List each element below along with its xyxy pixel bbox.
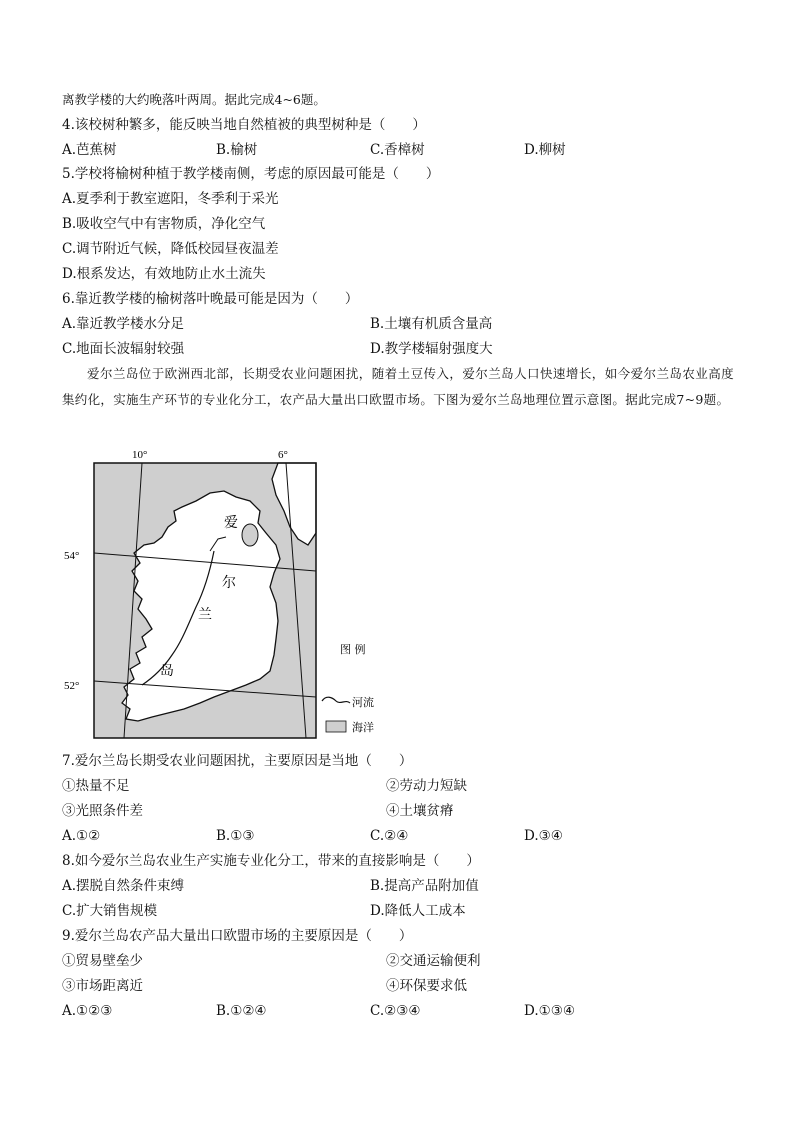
- q8-option-c: C.扩大销售规模: [62, 903, 158, 919]
- q9-item-3: ③市场距离近: [62, 978, 143, 994]
- q7-option-b: B.①③: [216, 828, 255, 844]
- lat-label-52: 52°: [64, 680, 80, 692]
- q7-stem: 7.爱尔兰岛长期受农业问题困扰，主要原因是当地（ ）: [62, 753, 413, 769]
- legend-river-label: 河流: [352, 696, 374, 709]
- q7-option-a: A.①②: [62, 828, 101, 844]
- q9-option-b: B.①②④: [216, 1003, 267, 1019]
- q8-option-d: D.降低人工成本: [370, 903, 466, 919]
- q9-item-2: ②交通运输便利: [386, 953, 481, 969]
- q6-option-b: B.土壤有机质含量高: [370, 316, 493, 332]
- q6-option-d: D.教学楼辐射强度大: [370, 341, 493, 357]
- q4-option-c: C.香樟树: [370, 142, 425, 158]
- q7-item-2: ②劳动力短缺: [386, 778, 467, 794]
- q7-item-3: ③光照条件差: [62, 803, 143, 819]
- q9-option-a: A.①②③: [62, 1003, 113, 1019]
- lon-label-10: 10°: [132, 449, 148, 461]
- legend-sea-label: 海洋: [352, 721, 374, 734]
- q9-item-1: ①贸易壁垒少: [62, 953, 143, 969]
- q5-option-d: D.根系发达，有效地防止水土流失: [62, 266, 266, 282]
- q8-stem: 8.如今爱尔兰岛农业生产实施专业化分工，带来的直接影响是（ ）: [62, 853, 480, 869]
- q9-item-4: ④环保要求低: [386, 978, 467, 994]
- lon-label-6: 6°: [278, 449, 288, 461]
- lat-label-54: 54°: [64, 550, 80, 562]
- q9-stem: 9.爱尔兰岛农产品大量出口欧盟市场的主要原因是（ ）: [62, 928, 413, 944]
- map-svg: [64, 441, 390, 744]
- island-char-2: 尔: [222, 575, 236, 591]
- q8-option-b: B.提高产品附加值: [370, 878, 479, 894]
- legend-sea-swatch: [326, 721, 346, 732]
- q7-option-c: C.②④: [370, 828, 409, 844]
- q4-stem: 4.该校树种繁多，能反映当地自然植被的典型树种是（ ）: [62, 117, 426, 133]
- q7-item-1: ①热量不足: [62, 778, 130, 794]
- lough-neagh: [242, 524, 258, 546]
- q5-option-a: A.夏季利于教室遮阳，冬季利于采光: [62, 191, 279, 207]
- q9-option-c: C.②③④: [370, 1003, 421, 1019]
- q4-option-d: D.柳树: [524, 142, 566, 158]
- passage: 爱尔兰岛位于欧洲西北部，长期受农业问题困扰，随着土豆传入，爱尔兰岛人口快速增长，如今爱尔兰岛农业高度集约化，实施生产环节的专业化分工，农产品大量出口欧盟市场。下图为爱尔兰岛地理位置示意图。据此完成7~9题。: [62, 366, 734, 407]
- q6-option-c: C.地面长波辐射较强: [62, 341, 185, 357]
- q4-option-b: B.榆树: [216, 142, 258, 158]
- q5-option-c: C.调节附近气候，降低校园昼夜温差: [62, 241, 279, 257]
- q4-option-a: A.芭蕉树: [62, 142, 117, 158]
- q8-option-a: A.摆脱自然条件束缚: [62, 878, 185, 894]
- q5-stem: 5.学校将榆树种植于教学楼南侧，考虑的原因最可能是（ ）: [62, 166, 440, 182]
- q5-option-b: B.吸收空气中有害物质，净化空气: [62, 216, 266, 232]
- island-char-4: 岛: [160, 663, 174, 679]
- intro-tail: 离教学楼的大约晚落叶两周。据此完成4~6题。: [62, 92, 326, 107]
- island-char-3: 兰: [198, 607, 212, 623]
- legend-title: 图 例: [340, 643, 366, 656]
- ireland-location-map: [64, 441, 390, 744]
- q9-option-d: D.①③④: [524, 1003, 575, 1019]
- q6-stem: 6.靠近教学楼的榆树落叶晚最可能是因为（ ）: [62, 291, 359, 307]
- q6-option-a: A.靠近教学楼水分足: [62, 316, 185, 332]
- island-char-1: 爱: [224, 515, 238, 531]
- q7-item-4: ④土壤贫瘠: [386, 803, 454, 819]
- q7-option-d: D.③④: [524, 828, 563, 844]
